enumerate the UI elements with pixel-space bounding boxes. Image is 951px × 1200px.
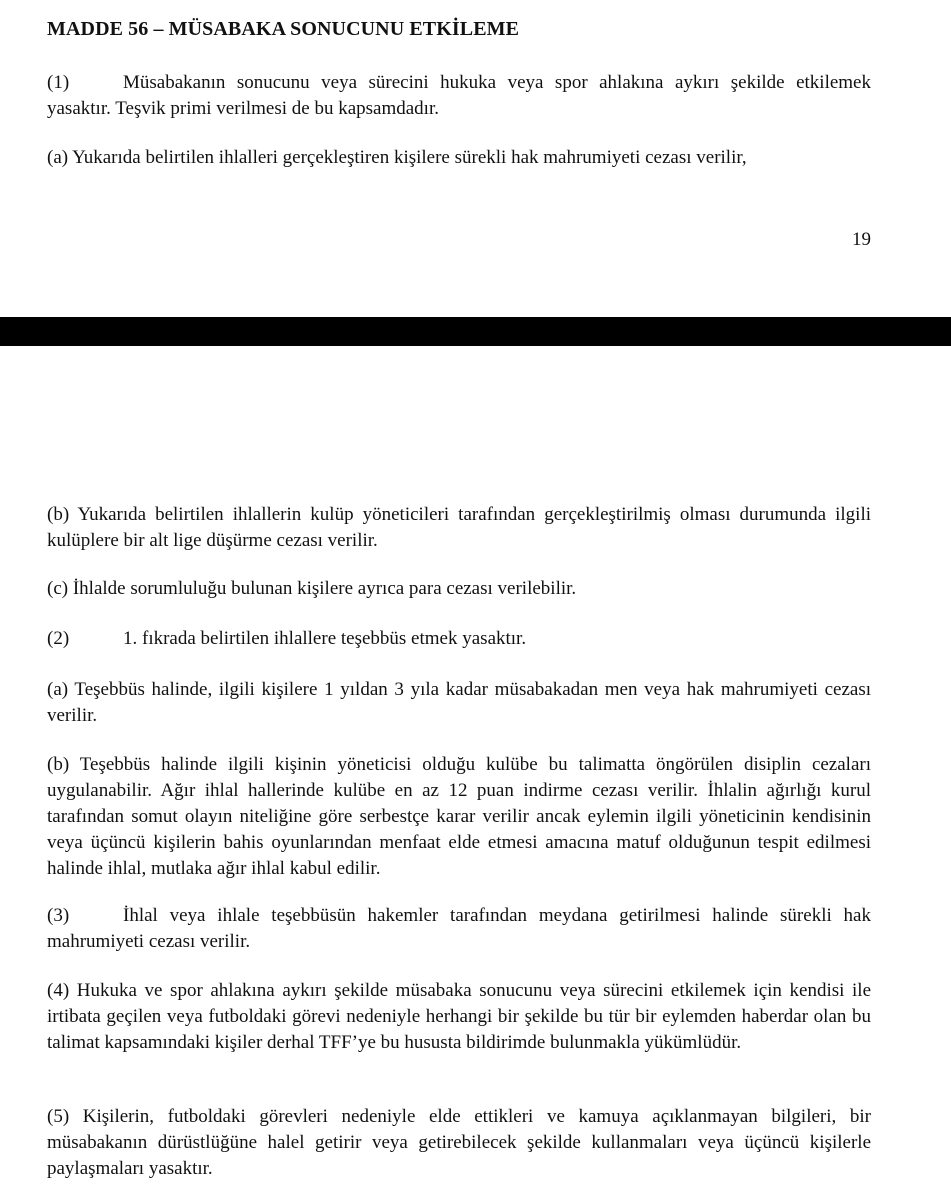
paragraph-text: (a) Teşebbüs halinde, ilgili kişilere 1 yıldan 3 yıla kadar müsabakadan men veya hak mahrumiyeti cezası verilir. <box>47 679 871 726</box>
paragraph-number: (3) <box>47 905 70 926</box>
page-break-bar <box>0 317 951 346</box>
paragraph-2 <box>47 626 871 652</box>
paragraph-text: (4) Hukuka ve spor ahlakına aykırı şekilde müsabaka sonucunu veya sürecini etkilemek için kendisi ile irtibata geçilen veya futboldaki görevi nedeniyle herhangi bir şekilde bu tür bir eylemden haberdar olan bu talimat kapsamındaki kişiler derhal TFF’ye bu hususta bildirimde bulunmakla yükümlüdür. <box>47 980 871 1053</box>
paragraph-text: 1. fıkrada belirtilen ihlallere teşebbüs etmek yasaktır. <box>123 628 527 649</box>
paragraph-text: Müsabakanın sonucunu veya sürecini hukuka veya spor ahlakına aykırı şekilde etkilemek yasaktır. Teşvik primi verilmesi de bu kapsamdadır. <box>47 72 871 119</box>
paragraph-text: (c) İhlalde sorumluluğu bulunan kişilere ayrıca para cezası verilebilir. <box>47 578 577 599</box>
paragraph-text: (5) Kişilerin, futboldaki görevleri nedeniyle elde ettikleri ve kamuya açıklanmayan bilgileri, bir müsabakanın dürüstlüğüne halel getirir veya getirebilecek şekilde kullanmaları veya üçüncü kişilerle paylaşmaları yasaktır. <box>47 1106 871 1179</box>
paragraph-1b <box>47 502 871 554</box>
paragraph-4 <box>47 978 871 1056</box>
paragraph-text: (b) Yukarıda belirtilen ihlallerin kulüp yöneticileri tarafından gerçekleştirilmiş olması durumunda ilgili kulüplere bir alt lige düşürme cezası verilir. <box>47 504 871 551</box>
paragraph-text: (a) Yukarıda belirtilen ihlalleri gerçekleştiren kişilere sürekli hak mahrumiyeti cezası verilir, <box>47 147 747 168</box>
paragraph-2a <box>47 677 871 729</box>
paragraph-2b <box>47 752 871 882</box>
paragraph-text: (b) Teşebbüs halinde ilgili kişinin yöneticisi olduğu kulübe bu talimatta öngörülen disiplin cezaları uygulanabilir. Ağır ihlal hallerinde kulübe en az 12 puan indirme cezası verilir. İhlalin ağırlığı kurul tarafından somut olayın niteliğine göre serbestçe karar verilir ancak eylemin ilgili yöneticinin kendisinin veya üçüncü kişilerin bahis oyunlarından menfaat elde etmesi amacına matuf olduğunun tespit edilmesi halinde ihlal, mutlaka ağır ihlal kabul edilir. <box>47 754 871 879</box>
paragraph-1c <box>47 576 871 602</box>
paragraph-text: İhlal veya ihlale teşebbüsün hakemler tarafından meydana getirilmesi halinde sürekli hak mahrumiyeti cezası verilir. <box>47 905 871 952</box>
paragraph-1a <box>47 145 871 171</box>
article-title: MADDE 56 – MÜSABAKA SONUCUNU ETKİLEME <box>47 18 520 40</box>
paragraph-number: (2) <box>47 628 70 649</box>
paragraph-5 <box>47 1104 871 1182</box>
page-number: 19 <box>852 229 871 250</box>
paragraph-1 <box>47 70 871 122</box>
paragraph-number: (1) <box>47 72 70 93</box>
paragraph-3 <box>47 903 871 955</box>
